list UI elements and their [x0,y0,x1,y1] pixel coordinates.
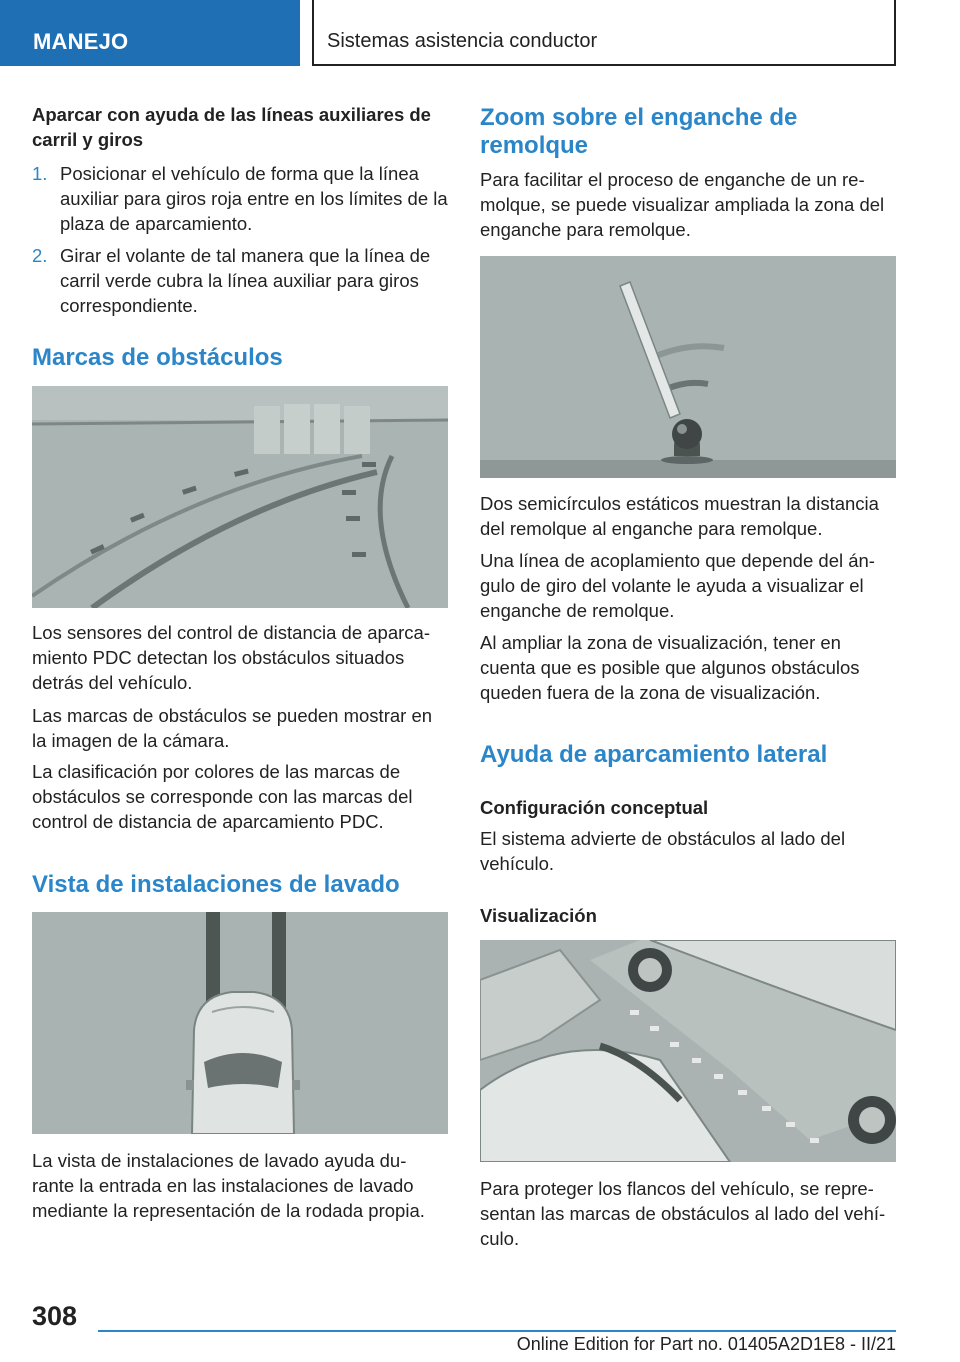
footer-edition: Online Edition for Part no. 01405A2D1E8 - II/21 [516,1334,896,1354]
wash-view-paragraph: La vista de instalaciones de lavado ayuda du-rante la entrada en las instalaciones de lavado mediante la representación de la rodada propia. [32,1150,425,1221]
trailer-zoom-paragraph-3: Una línea de acoplamiento que depende del án-gulo de giro del volante le ayuda a visualizar el enganche de remolque. [480,550,875,621]
step-2-text: Girar el volante de tal manera que la línea de carril verde cubra la línea auxiliar para giros correspondiente. [60,245,431,316]
obstacles-paragraph-3: La clasificación por colores de las marcas de obstáculos se corresponde con las marcas del control de distancia de aparcamiento PDC. [32,761,413,832]
wash-view-figure [32,912,448,1134]
step-1-number: 1. [32,163,48,184]
obstacle-marks-title: Marcas de obstáculos [32,344,283,371]
trailer-zoom-paragraph-1: Para facilitar el proceso de enganche de un re-molque, se puede visualizar ampliada la zona del enganche para remolque. [480,169,885,240]
obstacle-marks-figure [32,386,448,608]
parking-lines-heading: Aparcar con ayuda de las líneas auxiliares de carril y giros [32,104,431,150]
step-2-number: 2. [32,245,48,266]
trailer-zoom-paragraph-2: Dos semicírculos estáticos muestran la distancia del remolque al enganche para remolque. [480,493,879,539]
concept-heading: Configuración conceptual [480,797,709,818]
display-heading: Visualización [480,905,597,926]
page-number: 308 [32,1301,78,1331]
step-1-text: Posicionar el vehículo de forma que la línea auxiliar para giros roja entre en los límites de la plaza de aparcamiento. [60,163,448,234]
header-title-box [312,0,896,66]
concept-paragraph: El sistema advierte de obstáculos al lado del vehículo. [480,828,846,874]
section-tab: MANEJO [0,0,300,66]
trailer-zoom-paragraph-4: Al ampliar la zona de visualización, tener en cuenta que es posible que algunos obstáculos queden fuera de la zona de visualización. [480,632,860,703]
display-paragraph: Para proteger los flancos del vehículo, se repre-sentan las marcas de obstáculos al lado del vehí-culo. [480,1178,886,1249]
footer-rule [98,1330,896,1332]
lateral-parking-figure [480,940,896,1162]
obstacles-paragraph-1: Los sensores del control de distancia de aparca-miento PDC detectan los obstáculos situados detrás del vehículo. [32,622,430,693]
wash-view-title: Vista de instalaciones de lavado [32,871,400,898]
lateral-parking-title: Ayuda de aparcamiento lateral [480,741,828,768]
trailer-zoom-title: Zoom sobre el enganche de remolque [480,104,798,159]
obstacles-paragraph-2: Las marcas de obstáculos se pueden mostrar en la imagen de la cámara. [32,705,433,751]
page-header-title: Sistemas asistencia conductor [327,30,598,52]
trailer-hitch-figure [480,256,896,478]
